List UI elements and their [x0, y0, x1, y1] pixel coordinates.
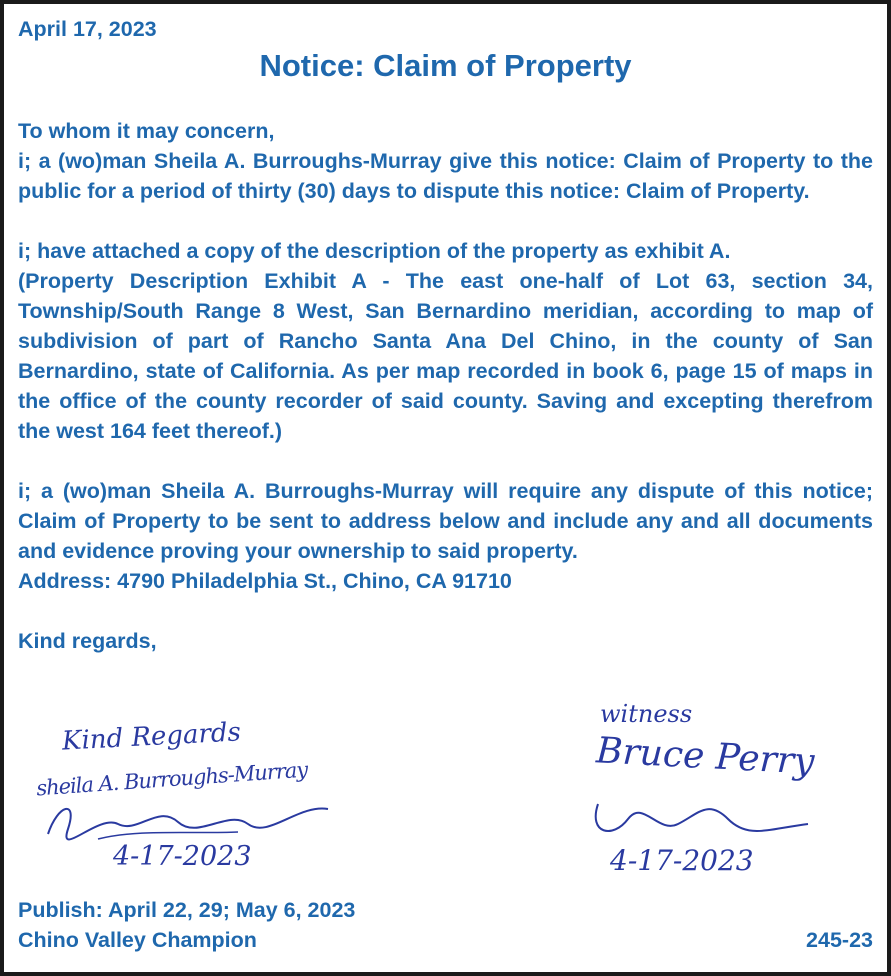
witness-date: 4-17-2023	[610, 844, 754, 877]
paragraph-property-description: (Property Description Exhibit A - The east one-half of Lot 63, section 34, Township/South Range 8 West, San Bernardino meridian, according to map of subdivision of part of Rancho Santa Ana Del Chino, in the county of San Bernardino, state of California. As per map recorded in book 6, page 15 of maps in the office of the county recorder of said county. Saving and excepting therefrom the west 164 feet thereof.)	[18, 269, 873, 443]
signature-left-date: 4-17-2023	[113, 841, 252, 872]
closing: Kind regards,	[18, 629, 157, 653]
signature-left-line2: sheila A. Burroughs-Murray	[35, 757, 308, 801]
signature-left-line1: Kind Regards	[61, 717, 242, 757]
notice-title: Notice: Claim of Property	[259, 48, 632, 83]
paragraph-claim: i; a (wo)man Sheila A. Burroughs-Murray give this notice: Claim of Property to the public for a period of thirty (30) days to dispute this notice: Claim of Property.	[18, 149, 873, 203]
address: Address: 4790 Philadelphia St., Chino, CA 91710	[18, 569, 512, 593]
witness-signature-scribble	[578, 789, 818, 849]
witness-label: witness	[600, 700, 693, 728]
notice-date: April 17, 2023	[18, 17, 157, 41]
publication-name: Chino Valley Champion	[18, 928, 257, 952]
paragraph-dispute: i; a (wo)man Sheila A. Burroughs-Murray will require any dispute of this notice; Claim of Property to be sent to address below and include any and all documents and evidence proving your ownership to said property.	[18, 479, 873, 563]
paragraph-exhibit-intro: i; have attached a copy of the description of the property as exhibit A.	[18, 239, 731, 263]
publish-dates: Publish: April 22, 29; May 6, 2023	[18, 898, 356, 922]
notice-body	[18, 116, 873, 656]
notice-number: 245-23	[806, 928, 873, 952]
witness-name: Bruce Perry	[595, 730, 816, 783]
salutation: To whom it may concern,	[18, 119, 275, 143]
